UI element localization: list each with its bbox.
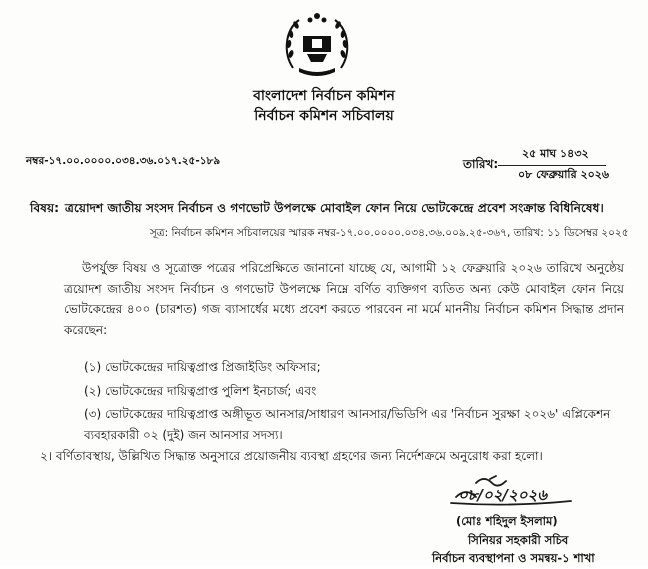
reference-line: সূত্র: নির্বাচন কমিশন সচিবালয়ের স্মারক নম্বর-১৭.০০.০০০০.০৩৪.৩৬.০০৯.২৫-৩৬৭, তারিখ: ১১ ডিসেম্বর ২০২৫ (150, 227, 629, 239)
subject-text: ত্রয়োদশ জাতীয় সংসদ নির্বাচন ও গণভোট উপলক্ষে মোবাইল ফোন নিয়ে ভোটকেন্দ্রে প্রবেশ সংক্রান্ত বিধিনিষেধ। (65, 201, 604, 215)
signatory-name: (মোঃ শহিদুল ইসলাম) (456, 514, 558, 528)
memo-number: নম্বর-১৭.০০.০০০০.০৩৪.৩৬.০১৭.২৫-১৮৯ (26, 155, 221, 167)
office-name: নির্বাচন কমিশন সচিবালয় (254, 108, 394, 124)
list-item: (৩) ভোটকেন্দ্রের দায়িত্বপ্রাপ্ত অঙ্গীভূত আনসার/সাধারণ আনসার/ভিডিপি এর 'নির্বাচন সুরক্ষা ২০২৬' এপ্লিকেশন ব্যবহারকারী ০২ (দুই) জন আনসার সদস্য। (84, 407, 611, 442)
signature-date: ০৮/০২/২০২৬ (458, 486, 547, 504)
section-two-paragraph: ২। বর্ণিতাবস্থায়, উল্লিখিত সিদ্ধান্ত অনুসারে প্রয়োজনীয় ব্যবস্থা গ্রহণের জন্য নির্দেশক্রমে অনুরোধ করা হলো। (40, 449, 543, 463)
handwritten-signature (446, 475, 596, 509)
organization-name: বাংলাদেশ নির্বাচন কমিশন (253, 88, 395, 104)
date-bangla: ২৫ মাঘ ১৪৩২ (522, 147, 589, 160)
body-paragraph (64, 258, 624, 340)
signatory-designation: সিনিয়র সহকারী সচিব (468, 533, 569, 547)
subject-line (30, 200, 604, 220)
government-emblem-icon (279, 8, 355, 84)
date-gregorian: ০৮ ফেব্রুয়ারি ২০২৬ (518, 168, 610, 181)
body-paragraph-text: উপর্যুক্ত বিষয় ও সূত্রোক্ত পত্রের পরিপ্রেক্ষিতে জানানো যাচ্ছে যে, আগামী ১২ ফেব্রুয়ারি ২০২৬ তারিখে অনুষ্ঠেয় ত্রয়োদশ জাতীয় সংসদ নির্বাচন ও গণভোট উপলক্ষে নিম্নে বর্ণিত ব্যক্তিগণ ব্যতিত অন্য কেউ মোবাইল ফোন নিয়ে ভোটকেন্দ্রের ৪০০ (চারশত) গজ ব্যাসার্ধের মধ্যে প্রবেশ করতে পারবেন না মর্মে মাননীয় নির্বাচন কমিশন সিদ্ধান্ত প্রদান করেছেন: (64, 261, 624, 337)
list-item: (২) ভোটকেন্দ্রের দায়িত্বপ্রাপ্ত পুলিশ ইনচার্জ; এবং (84, 383, 317, 398)
signatory-branch: নির্বাচন ব্যবস্থাপনা ও সমন্বয়-১ শাখা (432, 551, 595, 565)
exception-list (84, 357, 624, 448)
subject-label: বিষয়: (30, 201, 60, 215)
list-item: (১) ভোটকেন্দ্রের দায়িত্বপ্রাপ্ত প্রিজাইডিং অফিসার; (84, 360, 321, 374)
date-label: তারিখ: (463, 157, 499, 171)
